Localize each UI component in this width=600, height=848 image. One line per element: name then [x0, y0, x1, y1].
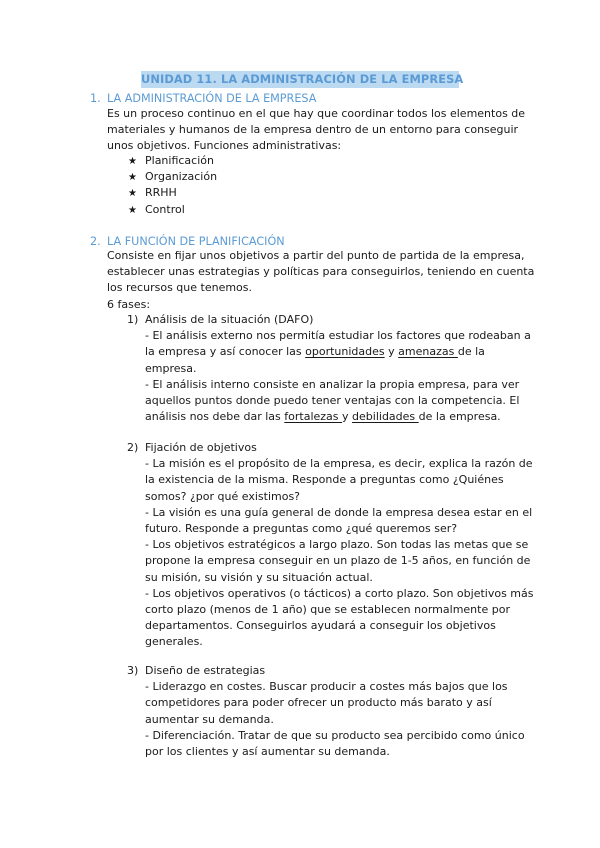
page-title: UNIDAD 11. LA ADMINISTRACIÓN DE LA EMPRESA: [141, 72, 464, 86]
section-2-title: LA FUNCIÓN DE PLANIFICACIÓN: [107, 235, 285, 248]
paragraph-line: corto plazo (menos de 1 año) que se establecen normalmente por: [145, 602, 510, 616]
paragraph-line: su misión, su visión y su situación actual.: [145, 570, 373, 584]
oportunidades-term: oportunidades: [305, 345, 385, 359]
section-1-paragraph: [107, 106, 525, 155]
list-item: ★ Control: [128, 202, 217, 218]
paragraph-line: por los clientes y así aumentar su demanda.: [145, 744, 390, 758]
list-item: ★ Planificación: [128, 153, 217, 169]
paragraph-line: la existencia de la misma. Responde a preguntas como ¿Quiénes: [145, 473, 504, 487]
phase-2-number: 2): [127, 441, 139, 454]
star-icon: ★: [128, 188, 137, 200]
paragraph-line: - El análisis externo nos permitía estudiar los factores que rodeaban a: [145, 329, 531, 343]
paragraph-line: somos? ¿por qué existimos?: [145, 489, 301, 503]
phase-3-number: 3): [127, 664, 139, 677]
list-item: ★ Organización: [128, 169, 217, 185]
paragraph-line: - Los objetivos operativos (o tácticos) a corto plazo. Son objetivos más: [145, 586, 534, 600]
paragraph-line: 6 fases:: [107, 297, 151, 311]
paragraph-line: competidores para poder ofrecer un producto más barato y así: [145, 696, 492, 710]
phase-3-title: Diseño de estrategias: [145, 664, 266, 677]
section-1-number: 1.: [90, 92, 101, 105]
paragraph-line: Es un proceso continuo en el que hay que coordinar todos los elementos de: [107, 107, 526, 120]
paragraph-line: generales.: [145, 635, 203, 649]
phase-1-title: Análisis de la situación (DAFO): [145, 313, 314, 326]
paragraph-line: establecer unas estrategias y políticas para conseguirlos, teniendo en cuenta: [107, 265, 535, 279]
paragraph-line: la empresa y así conocer las oportunidades y amenazas de la: [145, 345, 485, 359]
paragraph-line: - Diferenciación. Tratar de que su producto sea percibido como único: [145, 728, 525, 742]
paragraph-line: análisis nos debe dar las fortalezas y debilidades de la empresa.: [145, 410, 501, 424]
paragraph-line: - La misión es el propósito de la empresa, es decir, explica la razón de: [145, 457, 533, 471]
paragraph-line: aquellos puntos donde puedo tener ventajas con la competencia. El: [145, 393, 520, 407]
star-icon: ★: [128, 172, 137, 184]
paragraph-line: los recursos que tenemos.: [107, 281, 253, 295]
star-icon: ★: [128, 156, 137, 167]
paragraph-line: propone la empresa conseguir en un plazo de 1-5 años, en función de: [145, 554, 531, 568]
paragraph-line: - Los objetivos estratégicos a largo plazo. Son todas las metas que se: [145, 538, 529, 552]
list-item: ★ RRHH: [128, 185, 217, 201]
functions-list: [128, 153, 217, 218]
amenazas-term: amenazas: [398, 345, 458, 359]
paragraph-line: Consiste en fijar unos objetivos a partir del punto de partida de la empresa,: [107, 249, 525, 262]
paragraph-line: - El análisis interno consiste en analizar la propia empresa, para ver: [145, 377, 520, 391]
paragraph-line: aumentar su demanda.: [145, 712, 274, 726]
paragraph-line: empresa.: [145, 361, 197, 375]
paragraph-line: futuro. Responde a preguntas como ¿qué queremos ser?: [145, 521, 458, 535]
star-icon: ★: [128, 204, 137, 216]
debilidades-term: debilidades: [352, 410, 419, 424]
paragraph-line: departamentos. Conseguirlos ayudará a conseguir los objetivos: [145, 619, 496, 633]
section-2-paragraph: [107, 248, 534, 313]
phase-2-title: Fijación de objetivos: [145, 441, 257, 454]
fortalezas-term: fortalezas: [284, 410, 343, 424]
paragraph-line: materiales y humanos de la empresa dentro de un entorno para conseguir: [107, 123, 519, 137]
phase-1-number: 1): [127, 313, 139, 326]
section-1-title: LA ADMINISTRACIÓN DE LA EMPRESA: [107, 92, 317, 105]
paragraph-line: - La visión es una guía general de donde la empresa desea estar en el: [145, 505, 533, 519]
paragraph-line: - Liderazgo en costes. Buscar producir a costes más bajos que los: [145, 680, 508, 694]
section-2-number: 2.: [90, 235, 101, 248]
paragraph-line: unos objetivos. Funciones administrativas:: [107, 139, 342, 153]
